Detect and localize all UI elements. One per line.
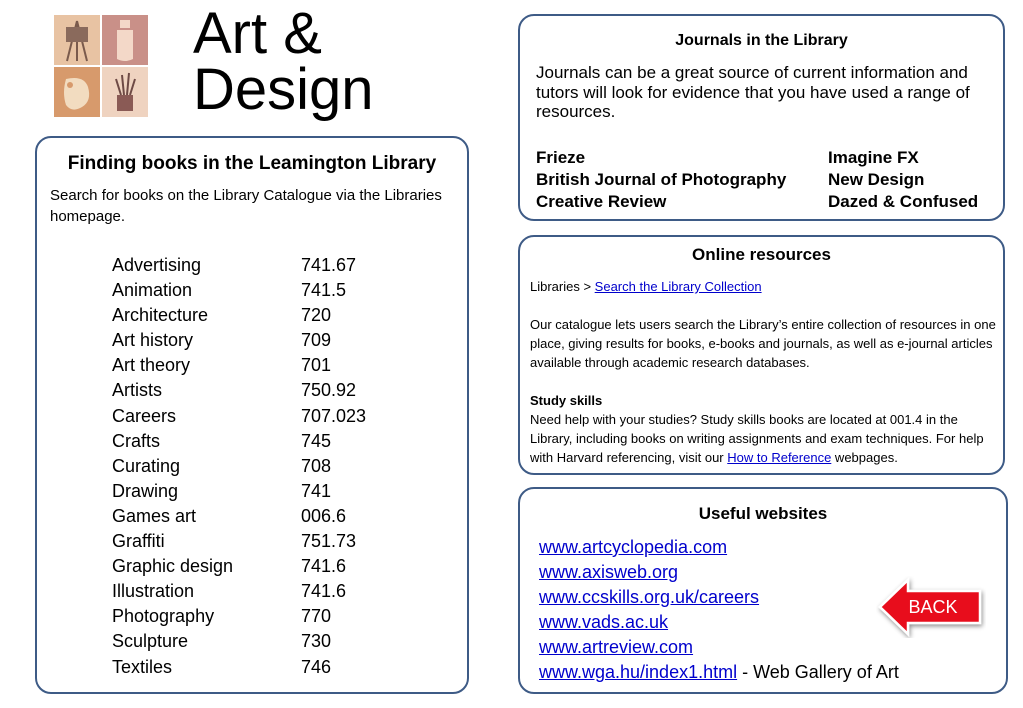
subject-name: Photography (112, 606, 215, 627)
logo-tile-palette (54, 67, 100, 117)
website-link-wga[interactable]: www.wga.hu/index1.html (539, 662, 738, 683)
subject-row (112, 604, 366, 629)
website-item (539, 635, 1006, 660)
subject-name: Crafts (112, 430, 161, 451)
search-library-collection-link[interactable]: Search the Library Collection (594, 279, 762, 294)
journal-title: Dazed & Confused (828, 192, 979, 211)
website-item (539, 535, 1006, 560)
subject-code: 741.5 (301, 280, 347, 301)
website-link-artreview[interactable]: www.artreview.com (539, 637, 694, 658)
subject-code: 741 (301, 480, 332, 501)
back-label: BACK (908, 597, 958, 617)
subject-code: 741.67 (301, 255, 357, 275)
subject-code: 770 (301, 606, 332, 627)
subject-code: 720 (301, 305, 332, 326)
subject-name: Games art (112, 505, 197, 526)
back-button[interactable] (876, 576, 986, 638)
journal-grid (536, 147, 978, 213)
palette-icon (54, 67, 100, 117)
page-title-line1: Art & (193, 1, 322, 66)
brush-jar-icon (102, 67, 148, 117)
subject-name: Curating (112, 455, 181, 476)
websites-panel-title: Useful websites (698, 504, 828, 523)
subject-row (112, 479, 366, 504)
breadcrumb-prefix: Libraries > (530, 279, 595, 294)
subject-table (112, 253, 366, 680)
subject-name: Animation (112, 280, 193, 301)
subject-row (112, 529, 366, 554)
logo (54, 15, 148, 117)
subject-name: Sculpture (112, 631, 189, 652)
books-panel (35, 136, 469, 694)
journals-panel (518, 14, 1005, 221)
logo-tile-brush-jar (102, 67, 148, 117)
online-resources-panel (518, 235, 1005, 475)
subject-code: 709 (301, 330, 332, 351)
website-link-artcyclopedia[interactable]: www.artcyclopedia.com (539, 537, 728, 557)
subject-code: 006.6 (301, 505, 347, 526)
page-title-line2: Design (193, 57, 374, 122)
website-item (539, 660, 1006, 685)
study-skills-heading: Study skills (530, 393, 603, 408)
subject-row (112, 353, 366, 378)
study-skills-text: Need help with your studies? Study skills books are located at 001.4 in the Library, including books on writing assignments and exam techniques. For help with Harvard referencing, visit our How to Reference webpages. (530, 412, 984, 465)
subject-code: 741.6 (301, 581, 347, 602)
journals-intro: Journals can be a great source of current information and tutors will look for evidence that you have used a range of resources. (536, 63, 970, 121)
books-panel-title: Finding books in the Leamington Library (67, 153, 437, 174)
journal-title: New Design (828, 170, 925, 189)
subject-name: Textiles (112, 656, 173, 677)
journal-title: British Journal of Photography (536, 170, 787, 189)
logo-tile-bottle (102, 15, 148, 65)
how-to-reference-link[interactable]: How to Reference (727, 450, 832, 465)
subject-code: 751.73 (301, 531, 357, 552)
subject-name: Architecture (112, 305, 209, 326)
subject-row (112, 429, 366, 454)
subject-row (112, 454, 366, 479)
subject-row (112, 378, 366, 403)
subject-code: 708 (301, 455, 332, 476)
subject-code: 750.92 (301, 380, 357, 401)
subject-row (112, 404, 366, 429)
subject-row (112, 629, 366, 654)
subject-name: Drawing (112, 480, 179, 501)
subject-code: 701 (301, 355, 332, 376)
journal-row (536, 169, 978, 191)
subject-name: Careers (112, 405, 177, 426)
subject-name: Illustration (112, 581, 195, 602)
subject-name: Graffiti (112, 531, 165, 552)
subject-code: 746 (301, 656, 332, 677)
journal-title: Frieze (536, 148, 586, 167)
catalogue-description: Our catalogue lets users search the Library’s entire collection of resources in one place, giving results for books, e-books and journals, as well as e-journal articles available through academic research databases. (530, 317, 996, 370)
logo-tile-easel (54, 15, 100, 65)
bottle-icon (102, 15, 148, 65)
subject-code: 707.023 (301, 405, 367, 426)
subject-row (112, 579, 366, 604)
subject-name: Art history (112, 330, 194, 351)
subject-row (112, 303, 366, 328)
journal-row (536, 147, 978, 169)
subject-name: Art theory (112, 355, 191, 376)
books-intro: Search for books on the Library Catalogue via the Libraries homepage. (50, 187, 442, 225)
subject-row (112, 278, 366, 303)
online-panel-title: Online resources (692, 245, 831, 264)
subject-code: 745 (301, 430, 332, 451)
website-link-axisweb[interactable]: www.axisweb.org (539, 562, 679, 583)
subject-name: Advertising (112, 255, 202, 275)
breadcrumb (530, 277, 1001, 296)
page-title (193, 1, 374, 122)
subject-name: Artists (112, 380, 163, 401)
subject-row (112, 655, 366, 680)
journal-title: Creative Review (536, 192, 667, 211)
subject-code: 730 (301, 631, 332, 652)
journal-title: Imagine FX (828, 148, 919, 167)
wga-description: - Web Gallery of Art (737, 662, 899, 683)
subject-row (112, 504, 366, 529)
website-link-vads[interactable]: www.vads.ac.uk (539, 612, 669, 633)
journal-row (536, 191, 978, 213)
subject-code: 741.6 (301, 556, 347, 577)
subject-row (112, 253, 366, 278)
subject-row (112, 554, 366, 579)
easel-icon (54, 15, 100, 65)
journals-panel-title: Journals in the Library (675, 32, 848, 49)
subject-row (112, 328, 366, 353)
subject-name: Graphic design (112, 556, 234, 577)
website-link-ccskills[interactable]: www.ccskills.org.uk/careers (539, 587, 760, 608)
